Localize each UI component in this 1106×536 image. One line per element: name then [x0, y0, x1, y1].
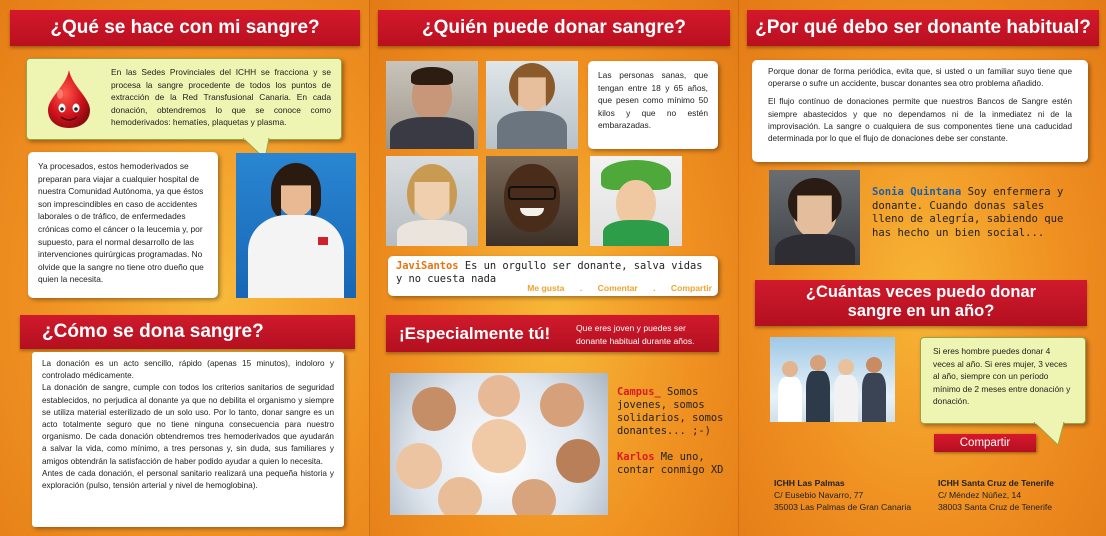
photo-young-woman: [386, 156, 478, 246]
header-what-happens: ¿Qué se hace con mi sangre?: [10, 10, 360, 46]
bubble-processing-text: En las Sedes Provinciales del ICHH se fracciona y se procesa la sangre procedente de todos los puntos de extracción de la Red Transfusional Canaria. En cada donación, obtendremos lo que se conoce como hemoderivados: hematíes, plaquetas y plasma.: [111, 67, 331, 128]
photo-man-suit: [386, 61, 478, 149]
panel-who-can-donate: [369, 0, 738, 536]
how-paragraph: La donación es un acto sencillo, rápido (apenas 15 minutos), indoloro y controlado médicamente.: [42, 359, 334, 381]
address-las-palmas: [774, 478, 924, 513]
how-donate-box: [32, 352, 344, 527]
section-how-donate: [20, 315, 355, 349]
address-street: C/ Méndez Núñez, 14: [938, 489, 1022, 500]
comment-campus-author: Campus_: [617, 386, 661, 398]
section-how-many-title: ¿Cuántas veces puedo donar sangre en un año?: [805, 283, 1037, 320]
frequency-bubble-tail: [1032, 422, 1066, 446]
how-paragraph: La donación de sangre, cumple con todos los criterios sanitarios de seguridad establecidos, no perjudica al donante ya que no debilita el organismo y siempre se utiliza material esterilizado de un solo uso. Por lo tanto, donar sangre es un acto totalmente seguro que no tiene ninguna consecuencia para nuestro organismo. De cada donación obtendremos tres hemoderivados que ayudarán a salvar la vida, como mínimo, a tres personas y, sin duda, sus familiares y amigos obtendrán la satisfacción de haber podido ayudar a quien lo necesita.: [42, 383, 334, 466]
share-button-label: Compartir: [959, 437, 1011, 449]
address-tenerife: [938, 478, 1098, 513]
why-paragraph: El flujo contínuo de donaciones permite que nuestros Bancos de Sangre estén siempre abastecidos y que no dependamos ni de la inmediatez ni de la improvisación. La sangre o cualquiera de sus componentes tiene una caducidad determinada por lo que el flujo de donaciones debe ser constante.: [768, 97, 1072, 144]
comment-actions: [388, 282, 712, 295]
why-box: [752, 60, 1088, 162]
section-especially-you: [386, 315, 719, 352]
address-name: ICHH Santa Cruz de Tenerife: [938, 478, 1054, 488]
section-how-donate-title: ¿Cómo se dona sangre?: [42, 321, 264, 342]
panel-what-happens: [0, 0, 369, 536]
comment-karlos-text: Me uno, contar conmigo XD: [617, 451, 724, 476]
share-button[interactable]: [934, 434, 1036, 452]
fold-line: [738, 0, 739, 536]
celebration-photo: [770, 337, 895, 422]
photo-man-glasses: [486, 156, 578, 246]
action-separator: .: [653, 283, 656, 293]
section-especially-you-title: ¡Especialmente tú!: [399, 324, 551, 343]
who-text: Las personas sanas, que tengan entre 18 y 65 años, que pesen como mínimo 50 kilos y que no estén embarazadas.: [598, 70, 708, 131]
sonia-quote: [872, 186, 1082, 240]
comment-link[interactable]: Comentar: [597, 283, 638, 293]
section-especially-you-sub: Que eres joven y puedes ser donante habitual durante años.: [576, 323, 695, 346]
header-who-can-donate: ¿Quién puede donar sangre?: [378, 10, 730, 46]
fold-line: [369, 0, 370, 536]
action-separator: .: [579, 283, 583, 293]
how-paragraph: Antes de cada donación, el personal sanitario realizará una pequeña historia y exploración (pulso, tensión arterial y nivel de hemoglobina).: [42, 468, 334, 491]
photo-woman-laptop: [486, 61, 578, 149]
photo-woman-hat: [590, 156, 682, 246]
comment-javi-text: Es un orgullo ser donante, salva vidas y no cuesta nada: [396, 260, 703, 285]
section-how-many: [755, 280, 1087, 326]
address-street: C/ Eusebio Navarro, 77: [774, 489, 864, 500]
processed-box: [28, 152, 218, 298]
processed-text: Ya procesados, estos hemoderivados se preparan para viajar a cualquier hospital de nuestra Comunidad Autónoma, ya que éstos son imprescindibles en caso de accidentes laborales o de tráfico, de enfermedades crónicas como el cáncer o la leucemia y, por supuesto, para el normal desarrollo de las intervenciones quirúrgicas programadas. No olvide que la sangre no tiene otro dueño que quien la necesita.: [38, 161, 204, 285]
who-text-box: [588, 61, 718, 149]
comment-karlos-author: Karlos: [617, 451, 655, 463]
frequency-box: [920, 337, 1086, 424]
comment-karlos: [617, 451, 727, 477]
comment-campus-text: Somos jovenes, somos solidarios, somos donantes... ;-): [617, 386, 724, 437]
why-paragraph: Porque donar de forma periódica, evita que, si usted o un familiar suyo tiene que operarse o sufre un accidente, buscar donantes sea otro problema añadido.: [768, 67, 1072, 89]
comment-campus: [617, 386, 727, 438]
address-name: ICHH Las Palmas: [774, 478, 845, 488]
group-photo: [390, 373, 608, 515]
blood-drop-icon: [44, 68, 94, 130]
sonia-quote-author: Sonia Quintana: [872, 186, 962, 198]
header-why-regular: ¿Por qué debo ser donante habitual?: [747, 10, 1099, 46]
address-city: 35003 Las Palmas de Gran Canaria: [774, 501, 912, 512]
share-link[interactable]: Compartir: [670, 283, 712, 293]
like-link[interactable]: Me gusta: [527, 283, 565, 293]
address-city: 38003 Santa Cruz de Tenerife: [938, 501, 1053, 512]
sonia-quote-text: Soy enfermera y donante. Cuando donas sales lleno de alegría, sabiendo que has hecho un bien social...: [872, 186, 1064, 239]
panel-why-regular: [738, 0, 1106, 536]
comment-javi-box: [388, 256, 718, 296]
sonia-photo: [769, 170, 860, 265]
comment-javi-author: JaviSantos: [396, 260, 459, 272]
nurse-photo: [236, 153, 356, 298]
frequency-text: Si eres hombre puedes donar 4 veces al año. Si eres mujer, 3 veces al año, siempre con un período mínimo de 2 meses entre donación y donación.: [933, 346, 1071, 407]
